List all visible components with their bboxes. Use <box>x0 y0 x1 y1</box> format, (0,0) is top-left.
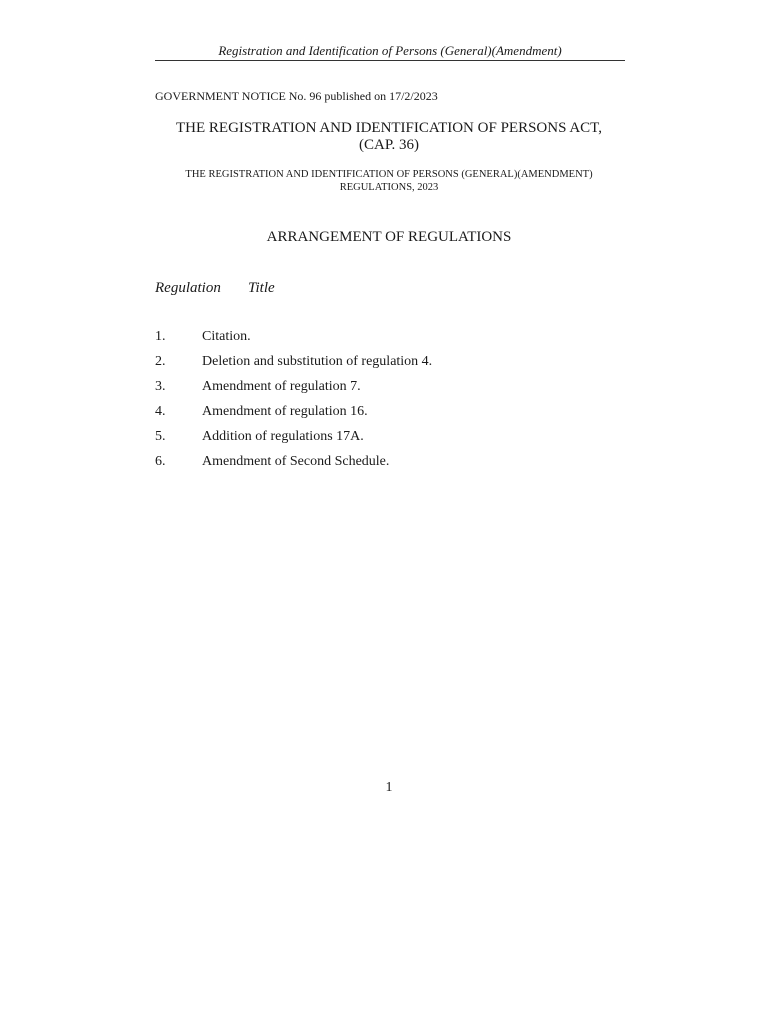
regulations-title <box>155 168 623 194</box>
government-notice: GOVERNMENT NOTICE No. 96 published on 17/2/2023 <box>155 89 438 103</box>
item-title: Deletion and substitution of regulation 4. <box>202 354 433 369</box>
arrangement-heading: ARRANGEMENT OF REGULATIONS <box>266 229 512 245</box>
item-title: Citation. <box>202 329 251 344</box>
list-item <box>155 428 432 453</box>
running-header: Registration and Identification of Persons (General)(Amendment) <box>155 42 625 61</box>
item-number: 2. <box>155 354 166 369</box>
item-title: Amendment of regulation 16. <box>202 404 368 419</box>
item-number: 5. <box>155 429 166 444</box>
regulations-title-line-1: THE REGISTRATION AND IDENTIFICATION OF PERSONS (GENERAL)(AMENDMENT) <box>185 169 593 180</box>
regulations-title-line-2: REGULATIONS, 2023 <box>339 182 439 193</box>
list-item <box>155 403 432 428</box>
list-item <box>155 353 432 378</box>
act-title <box>155 120 623 154</box>
list-item <box>155 453 432 478</box>
act-title-line-2: (CAP. 36) <box>358 137 419 153</box>
item-number: 3. <box>155 379 166 394</box>
act-title-line-1: THE REGISTRATION AND IDENTIFICATION OF PERSONS ACT, <box>176 120 602 136</box>
item-number: 6. <box>155 454 166 469</box>
list-item <box>155 328 432 353</box>
column-heading-regulation: Regulation <box>155 280 221 296</box>
page-number: 1 <box>385 780 393 795</box>
column-headings <box>155 279 275 297</box>
item-title: Amendment of Second Schedule. <box>202 454 390 469</box>
item-title: Addition of regulations 17A. <box>202 429 364 444</box>
item-number: 1. <box>155 329 166 344</box>
list-item <box>155 378 432 403</box>
item-number: 4. <box>155 404 166 419</box>
column-heading-title: Title <box>248 280 275 296</box>
regulations-list <box>155 328 432 478</box>
item-title: Amendment of regulation 7. <box>202 379 361 394</box>
